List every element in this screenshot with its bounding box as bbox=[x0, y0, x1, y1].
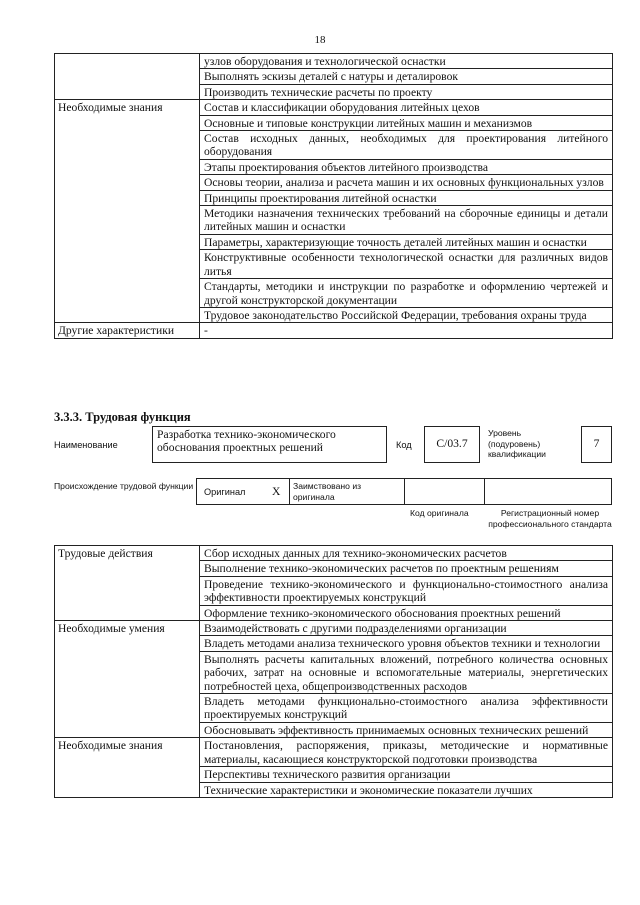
row-label: Необходимые умения bbox=[55, 621, 200, 738]
row-text: Трудовое законодательство Российской Федерации, требования охраны труда bbox=[200, 307, 613, 322]
origin-divider-2 bbox=[404, 478, 405, 505]
row-text: Конструктивные особенности технологической оснастки для различных видов литья bbox=[200, 250, 613, 279]
row-text: Оформление технико-экономического обоснования проектных решений bbox=[200, 605, 613, 620]
row-label: Другие характеристики bbox=[55, 323, 200, 338]
code-label: Код bbox=[396, 440, 412, 450]
page-number: 18 bbox=[314, 34, 326, 46]
row-text: Проведение технико-экономического и функционально-стоимостного анализа эффективности проектируемых конструкций bbox=[200, 576, 613, 605]
level-value: 7 bbox=[593, 437, 600, 450]
row-text: Перспективы технического развития организации bbox=[200, 767, 613, 782]
original-mark: X bbox=[272, 485, 281, 498]
row-text: Выполнять эскизы деталей с натуры и деталировок bbox=[200, 69, 613, 84]
borrowed-label: Заимствовано из оригинала bbox=[293, 481, 362, 502]
row-text: узлов оборудования и технологической оснастки bbox=[200, 54, 613, 69]
row-text: Производить технические расчеты по проекту bbox=[200, 84, 613, 99]
table-row bbox=[55, 323, 613, 338]
row-label bbox=[55, 54, 200, 100]
row-text: Основные и типовые конструкции литейных машин и механизмов bbox=[200, 115, 613, 130]
row-text: Выполнять расчеты капитальных вложений, потребного количества основных рабочих, затрат на основные и вспомогательные материалы, энергетических потребностей цеха, общепроизводственных расходов bbox=[200, 651, 613, 693]
table-row bbox=[55, 54, 613, 69]
code-value: C/03.7 bbox=[436, 437, 468, 450]
table-row bbox=[55, 546, 613, 561]
row-text: Параметры, характеризующие точность деталей литейных машин и оснастки bbox=[200, 234, 613, 249]
code-original-label: Код оригинала bbox=[410, 508, 469, 518]
origin-divider-3 bbox=[484, 478, 485, 505]
origin-label: Происхождение трудовой функции bbox=[54, 481, 194, 491]
row-label: Необходимые знания bbox=[55, 738, 200, 798]
original-label: Оригинал bbox=[204, 487, 246, 497]
row-text: Сбор исходных данных для технико-экономических расчетов bbox=[200, 546, 613, 561]
top-requirements-table bbox=[54, 53, 613, 339]
row-text: Этапы проектирования объектов литейного производства bbox=[200, 159, 613, 174]
name-label: Наименование bbox=[54, 440, 118, 450]
row-label: Трудовые действия bbox=[55, 546, 200, 621]
table-row bbox=[55, 100, 613, 115]
section-heading: 3.3.3. Трудовая функция bbox=[54, 410, 191, 424]
row-text: Владеть методами функционально-стоимостного анализа эффективности проектируемых конструкций bbox=[200, 694, 613, 723]
row-label: Необходимые знания bbox=[55, 100, 200, 323]
origin-divider-1 bbox=[289, 478, 290, 505]
bottom-requirements-table bbox=[54, 545, 613, 798]
row-text: Обосновывать эффективность принимаемых основных технических решений bbox=[200, 722, 613, 737]
table-row bbox=[55, 738, 613, 767]
function-name: Разработка технико-экономического обоснования проектных решений bbox=[157, 428, 336, 455]
row-text: Состав и классификации оборудования литейных цехов bbox=[200, 100, 613, 115]
row-text: Методики назначения технических требований на сборочные единицы и детали литейных машин и оснастки bbox=[200, 206, 613, 235]
row-text: - bbox=[200, 323, 613, 338]
row-text: Состав исходных данных, необходимых для проектирования литейного оборудования bbox=[200, 131, 613, 160]
row-text: Стандарты, методики и инструкции по разработке и оформлению чертежей и другой конструкторской документации bbox=[200, 279, 613, 308]
row-text: Технические характеристики и экономические показатели лучших bbox=[200, 782, 613, 797]
row-text: Основы теории, анализа и расчета машин и их основных функциональных узлов bbox=[200, 175, 613, 190]
row-text: Принципы проектирования литейной оснастки bbox=[200, 190, 613, 205]
table-row bbox=[55, 621, 613, 636]
row-text: Взаимодействовать с другими подразделениями организации bbox=[200, 621, 613, 636]
reg-number-label: Регистрационный номер профессионального стандарта bbox=[488, 508, 612, 529]
row-text: Выполнение технико-экономических расчетов по проектным решениям bbox=[200, 561, 613, 576]
row-text: Постановления, распоряжения, приказы, методические и нормативные материалы, касающиеся конструкторской подготовки производства bbox=[200, 738, 613, 767]
level-label: Уровень (подуровень) квалификации bbox=[488, 428, 546, 459]
row-text: Владеть методами анализа технического уровня объектов техники и технологии bbox=[200, 636, 613, 651]
